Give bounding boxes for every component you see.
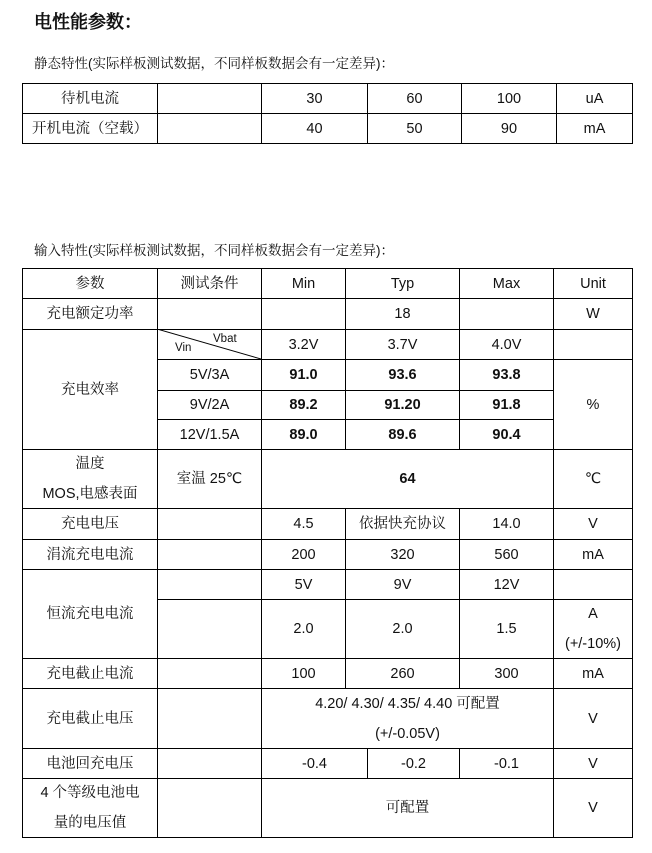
table-cell-cc-voltage [345, 569, 460, 600]
cell-text: 可配置 [385, 800, 430, 816]
table-cell-charge-voltage-typ [345, 508, 460, 540]
table-cell-cutoff-voltage-value [261, 688, 554, 749]
cell-text: -0.2 [401, 755, 426, 772]
vbat-label: Vbat [213, 333, 237, 345]
table-cell-efficiency-value [459, 390, 554, 420]
cell-text: 开机电流（空载） [32, 120, 148, 137]
table-cell-recharge-voltage-max [459, 748, 554, 779]
table-cell-efficiency-value [261, 419, 346, 450]
cell-text: 100 [291, 665, 316, 682]
cell-text: MOS,电感表面 [42, 486, 138, 502]
cell-text: mA [583, 120, 606, 137]
cell-text: -0.1 [494, 755, 519, 772]
cell-text: 4.0V [491, 336, 522, 353]
table-cell-efficiency-value [459, 419, 554, 450]
table-cell-trickle-current-unit [553, 539, 633, 570]
table-cell-cutoff-current-min [261, 658, 346, 689]
table-cell-cutoff-current-typ [345, 658, 460, 689]
cell-text: 64 [399, 471, 416, 487]
cell-text: 室温 25℃ [176, 471, 243, 487]
cell-text: 300 [494, 665, 519, 682]
cell-text: (+/-0.05V) [375, 725, 440, 742]
cell-text: 260 [390, 665, 415, 682]
cell-text: 量的电压值 [53, 815, 127, 831]
cell-text: 12V/1.5A [179, 426, 240, 443]
cell-text: 320 [390, 546, 415, 563]
table-cell-rated-power-typ [345, 298, 460, 330]
table-cell-efficiency-unit [553, 359, 633, 450]
cell-text: 电池回充电压 [46, 755, 134, 772]
cell-text: A [588, 606, 598, 622]
table-cell-recharge-voltage-typ [367, 748, 460, 779]
cell-text: 依据快充协议 [359, 516, 446, 532]
table-cell-operating-current-min [261, 113, 368, 144]
table-cell-header-param [22, 268, 158, 299]
table-cell-cutoff-current-max [459, 658, 554, 689]
cell-text: 90 [500, 120, 518, 137]
cell-text: 93.6 [388, 367, 417, 383]
diagonal-divider [157, 329, 261, 359]
table-cell-temperature-cond [157, 449, 262, 509]
table-cell-charge-voltage-max [459, 508, 554, 540]
table-cell-rated-power-unit [553, 298, 633, 330]
table-cell-cc-value [459, 599, 554, 659]
cell-text: 充电截止电流 [46, 665, 134, 682]
cell-text: 1.5 [496, 621, 517, 637]
cell-text: 30 [306, 90, 323, 107]
table-cell-temperature-unit [553, 449, 633, 509]
cell-text: 91.20 [384, 397, 421, 413]
table-cell-cutoff-voltage-cond [157, 688, 262, 749]
cell-text: 充电电压 [61, 516, 119, 532]
cell-text: 89.2 [289, 397, 318, 413]
cell-text: 93.8 [492, 367, 521, 383]
table-cell-charge-voltage-name [22, 508, 158, 540]
cell-text: 5V/3A [189, 367, 230, 383]
table-cell-trickle-current-max [459, 539, 554, 570]
cell-text: 充电截止电压 [46, 710, 134, 727]
table-cell-efficiency-value [345, 419, 460, 450]
table-cell-trickle-current-typ [345, 539, 460, 570]
cell-text: 14.0 [492, 516, 521, 532]
cell-text: Typ [390, 275, 415, 292]
cell-text: 充电效率 [61, 381, 119, 398]
cell-text: -0.4 [302, 755, 327, 772]
table-cell-vbat-0 [261, 329, 346, 360]
cell-text: uA [585, 90, 604, 107]
table-cell-level-voltage-value [261, 778, 554, 838]
cell-text: 3.2V [288, 336, 319, 353]
table-cell-temperature-value [261, 449, 554, 509]
cell-text: % [586, 396, 600, 413]
table-cell-recharge-voltage-name [22, 748, 158, 779]
cell-text: 91.8 [492, 397, 521, 413]
table-cell-cc-cond-empty [157, 599, 262, 659]
table-cell-efficiency-cond [157, 419, 262, 450]
table-cell-standby-current-name [22, 83, 158, 114]
table-cell-efficiency-value [345, 359, 460, 391]
table-cell-cutoff-current-unit [553, 658, 633, 689]
table-cell-header-typ [345, 268, 460, 299]
vin-label: Vin [175, 342, 192, 354]
page-title: 电性能参数： [34, 12, 142, 32]
table-cell-cutoff-current-empty [157, 658, 262, 689]
cell-text: 4.5 [293, 516, 314, 532]
cell-text: V [588, 710, 598, 727]
table-cell-cutoff-current-name [22, 658, 158, 689]
cell-text: 9V/2A [189, 397, 230, 413]
table-cell-cc-value [345, 599, 460, 659]
table-cell-standby-current-cond [157, 83, 262, 114]
cell-text: 2.0 [392, 621, 413, 637]
cell-text: V [588, 755, 598, 772]
table-cell-header-cond [157, 268, 262, 299]
cell-text: mA [582, 665, 604, 682]
cell-text: W [586, 306, 600, 322]
table-cell-efficiency-value [345, 390, 460, 420]
table-cell-standby-current-min [261, 83, 368, 114]
cell-text: 2.0 [293, 621, 314, 637]
cell-text: 90.4 [492, 426, 521, 443]
table-cell-cc-current-name [22, 569, 158, 659]
cell-text: Unit [580, 275, 606, 292]
table-cell-efficiency-cond [157, 390, 262, 420]
table-cell-level-voltage-name [22, 778, 158, 838]
table-cell-cutoff-voltage-unit [553, 688, 633, 749]
cell-text: 5V [294, 576, 313, 593]
table-cell-efficiency-value [261, 359, 346, 391]
table-cell-rated-power-empty [157, 298, 262, 330]
table-cell-efficiency-unit-empty [553, 329, 633, 360]
table-cell-cc-voltage [459, 569, 554, 600]
table-cell-recharge-voltage-unit [553, 748, 633, 779]
table-cell-charge-voltage-empty [157, 508, 262, 540]
cell-text: 涓流充电电流 [46, 546, 134, 563]
cell-text: mA [582, 546, 604, 563]
cell-text: 560 [494, 546, 519, 563]
table-cell-trickle-current-empty [157, 539, 262, 570]
cell-text: 100 [496, 90, 522, 107]
table-cell-header-min [261, 268, 346, 299]
cell-text: V [588, 516, 598, 532]
cell-text: ℃ [584, 471, 602, 487]
table-cell-header-max [459, 268, 554, 299]
table-cell-operating-current-typ [367, 113, 462, 144]
table-cell-cc-value [261, 599, 346, 659]
cell-text: 4.20/ 4.30/ 4.35/ 4.40 可配置 [315, 695, 500, 712]
cell-text: 18 [394, 306, 411, 322]
table-cell-standby-current-unit [556, 83, 633, 114]
table-cell-efficiency-name [22, 329, 158, 450]
table-cell-operating-current-name [22, 113, 158, 144]
table-cell-cc-unit [553, 599, 633, 659]
cell-text: 12V [493, 576, 520, 593]
cell-text: 9V [393, 576, 412, 593]
table-cell-trickle-current-name [22, 539, 158, 570]
table-cell-efficiency-value [459, 359, 554, 391]
cell-text: 50 [406, 120, 423, 137]
table-cell-efficiency-cond [157, 359, 262, 391]
table-cell-cutoff-voltage-name [22, 688, 158, 749]
input-caption: 输入特性(实际样板测试数据，不同样板数据会有一定差异)： [34, 243, 394, 258]
table-cell-charge-voltage-min [261, 508, 346, 540]
cell-text: 恒流充电电流 [46, 606, 134, 622]
table-cell-trickle-current-min [261, 539, 346, 570]
table-cell-recharge-voltage-empty [157, 748, 262, 779]
cell-text: 参数 [75, 275, 105, 292]
table-cell-cc-voltage [261, 569, 346, 600]
table-cell-recharge-voltage-min [261, 748, 368, 779]
table-cell-header-unit [553, 268, 633, 299]
cell-text: 温度 [75, 456, 105, 472]
cell-text: 3.7V [387, 336, 418, 353]
table-cell-cc-cond-empty [157, 569, 262, 600]
table-cell-vbat-1 [345, 329, 460, 360]
table-cell-rated-power-name [22, 298, 158, 330]
cell-text: Max [492, 275, 521, 292]
cell-text: V [588, 800, 598, 816]
cell-text: 89.0 [289, 426, 318, 443]
cell-text: 40 [306, 120, 323, 137]
table-cell-level-voltage-cond [157, 778, 262, 838]
table-cell-charge-voltage-unit [553, 508, 633, 540]
cell-text: 91.0 [289, 367, 318, 383]
table-cell-efficiency-value [261, 390, 346, 420]
table-cell-level-voltage-unit [553, 778, 633, 838]
table-cell-operating-current-unit [556, 113, 633, 144]
table-cell-standby-current-typ [367, 83, 462, 114]
table-cell-rated-power-empty [459, 298, 554, 330]
table-cell-standby-current-max [461, 83, 557, 114]
table-cell-temperature-name [22, 449, 158, 509]
cell-text: (+/-10%) [564, 636, 621, 652]
table-cell-cc-unit-empty [553, 569, 633, 600]
cell-text: 89.6 [388, 426, 417, 443]
cell-text: 60 [406, 90, 423, 107]
cell-text: 待机电流 [61, 90, 119, 107]
cell-text: 200 [291, 546, 316, 563]
cell-text: Min [291, 275, 316, 292]
table-cell-operating-current-cond [157, 113, 262, 144]
table-cell-operating-current-max [461, 113, 557, 144]
table-cell-vbat-2 [459, 329, 554, 360]
cell-text: 4 个等级电池电 [40, 785, 140, 801]
table-cell-rated-power-empty [261, 298, 346, 330]
static-caption: 静态特性(实际样板测试数据，不同样板数据会有一定差异)： [34, 56, 394, 71]
cell-text: 充电额定功率 [46, 306, 134, 322]
cell-text: 测试条件 [180, 275, 239, 292]
